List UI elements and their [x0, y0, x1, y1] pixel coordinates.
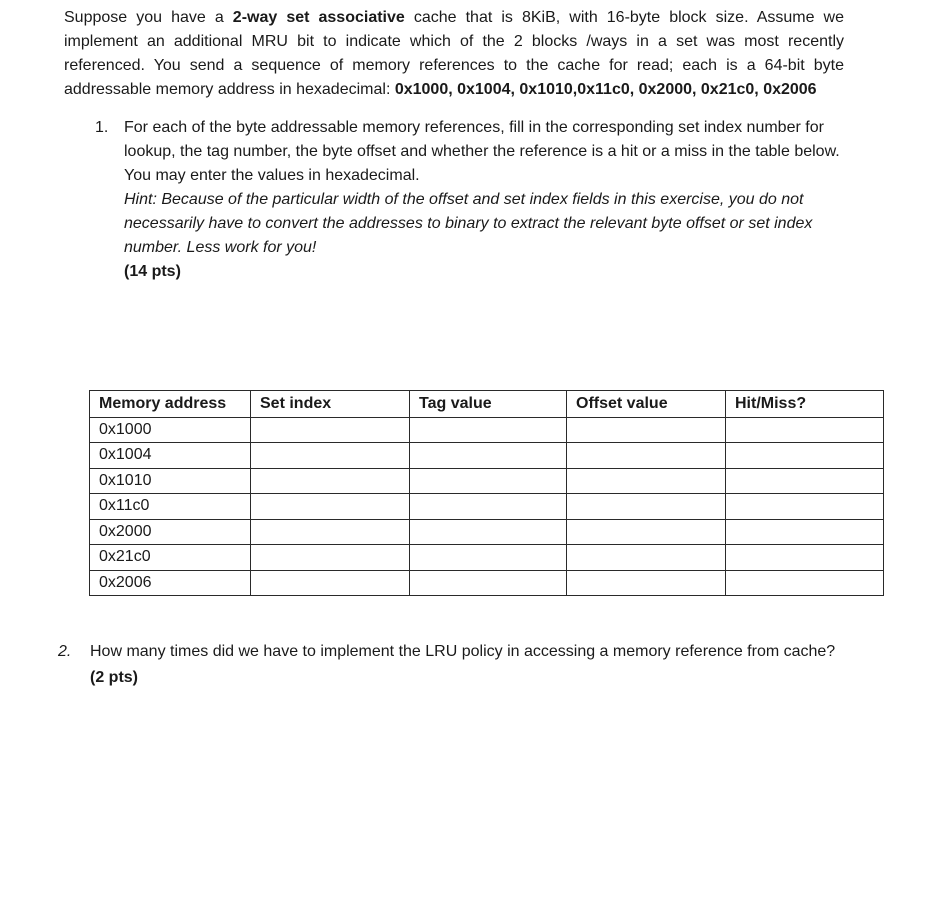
question-2-text: How many times did we have to implement the LRU policy in accessing a memory reference from cache? [90, 643, 836, 660]
memory-address-cell: 0x1000 [90, 417, 251, 443]
offset-value-cell[interactable] [567, 443, 726, 469]
table-row [90, 570, 884, 596]
header-tag-value: Tag value [410, 391, 567, 418]
memory-address-cell: 0x1004 [90, 443, 251, 469]
memory-address-cell: 0x11c0 [90, 494, 251, 520]
table-header-row [90, 391, 884, 418]
table-row [90, 519, 884, 545]
header-memory-address: Memory address [90, 391, 251, 418]
intro-text-1: Suppose you have a [64, 9, 233, 26]
question-1 [95, 116, 845, 284]
question-1-points: (14 pts) [124, 263, 181, 280]
header-hit-miss: Hit/Miss? [726, 391, 884, 418]
tag-value-cell[interactable] [410, 545, 567, 571]
offset-value-cell[interactable] [567, 468, 726, 494]
memory-address-cell: 0x1010 [90, 468, 251, 494]
intro-paragraph [64, 6, 844, 102]
tag-value-cell[interactable] [410, 468, 567, 494]
tag-value-cell[interactable] [410, 519, 567, 545]
set-index-cell[interactable] [251, 494, 410, 520]
tag-value-cell[interactable] [410, 494, 567, 520]
question-1-number: 1. [95, 119, 109, 136]
header-set-index: Set index [251, 391, 410, 418]
offset-value-cell[interactable] [567, 494, 726, 520]
intro-bold-addresses: 0x1000, 0x1004, 0x1010,0x11c0, 0x2000, 0x21c0, 0x2006 [394, 81, 817, 98]
hit-miss-cell[interactable] [726, 417, 884, 443]
hit-miss-cell[interactable] [726, 494, 884, 520]
table-row [90, 545, 884, 571]
offset-value-cell[interactable] [567, 417, 726, 443]
question-1-hint: Hint: Because of the particular width of the offset and set index fields in this exercise, you do not necessarily have to convert the addresses to binary to extract the relevant byte offset or set index number. Less work for you! [124, 191, 813, 256]
offset-value-cell[interactable] [567, 570, 726, 596]
table-row [90, 417, 884, 443]
set-index-cell[interactable] [251, 443, 410, 469]
tag-value-cell[interactable] [410, 443, 567, 469]
hit-miss-cell[interactable] [726, 443, 884, 469]
question-1-text: For each of the byte addressable memory references, fill in the corresponding set index number for lookup, the tag number, the byte offset and whether the reference is a hit or a miss in the table below. You may enter the values in hexadecimal. [124, 119, 840, 184]
set-index-cell[interactable] [251, 417, 410, 443]
hit-miss-cell[interactable] [726, 519, 884, 545]
set-index-cell[interactable] [251, 545, 410, 571]
intro-text-2: cache that is 8KiB, with 16-byte block size. Assume we implement an additional MRU bit to indicate which of the 2 blocks /ways in a set was most recently referenced. You send a sequence of memory references to the cache for read; each is a 64-bit byte addressable memory address in hexadecimal: [64, 9, 844, 98]
set-index-cell[interactable] [251, 468, 410, 494]
table-row [90, 494, 884, 520]
tag-value-cell[interactable] [410, 570, 567, 596]
memory-address-cell: 0x2000 [90, 519, 251, 545]
question-2-number: 2. [58, 643, 72, 660]
table-row [90, 468, 884, 494]
header-offset-value: Offset value [567, 391, 726, 418]
table-row [90, 443, 884, 469]
offset-value-cell[interactable] [567, 545, 726, 571]
hit-miss-cell[interactable] [726, 545, 884, 571]
question-2 [58, 639, 848, 691]
memory-address-cell: 0x2006 [90, 570, 251, 596]
set-index-cell[interactable] [251, 570, 410, 596]
set-index-cell[interactable] [251, 519, 410, 545]
memory-address-cell: 0x21c0 [90, 545, 251, 571]
hit-miss-cell[interactable] [726, 570, 884, 596]
intro-bold-cache-type: 2-way set associative [232, 9, 405, 26]
hit-miss-cell[interactable] [726, 468, 884, 494]
offset-value-cell[interactable] [567, 519, 726, 545]
tag-value-cell[interactable] [410, 417, 567, 443]
question-2-points: (2 pts) [90, 669, 138, 686]
answer-table [89, 390, 884, 596]
